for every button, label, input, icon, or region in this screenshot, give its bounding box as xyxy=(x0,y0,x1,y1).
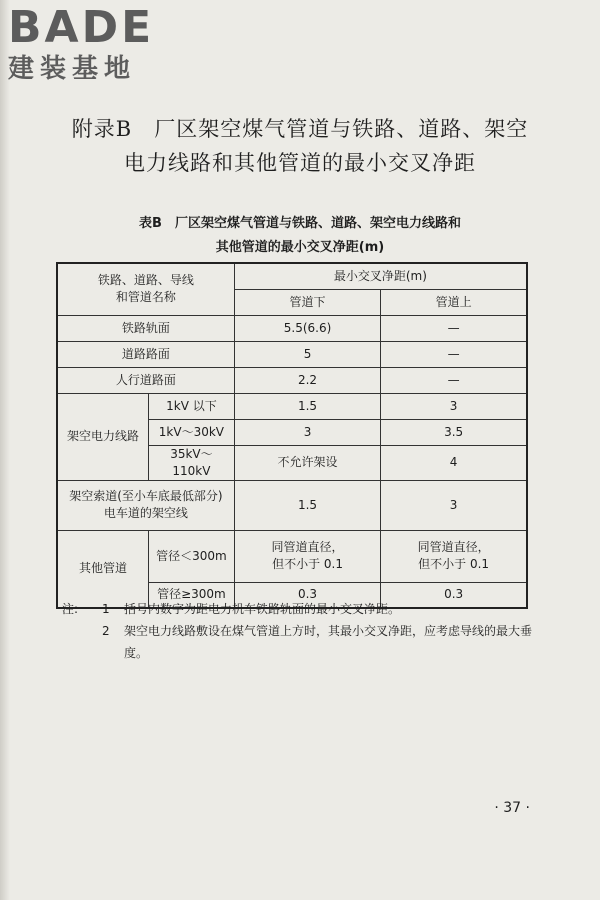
table-row xyxy=(57,480,527,530)
row-name-cell xyxy=(57,480,234,530)
note-item xyxy=(62,620,532,664)
above-value-cell xyxy=(381,530,527,582)
above-value-cell: 0.3 xyxy=(381,582,527,608)
header-above-cell: 管道上 xyxy=(381,289,527,315)
table-header-row xyxy=(57,263,527,289)
notes-prefix-spacer xyxy=(62,620,102,664)
header-name-cell xyxy=(57,263,234,315)
table-notes xyxy=(62,598,532,664)
cable-name-line2: 电车道的架空线 xyxy=(103,506,188,520)
above-value-cell: — xyxy=(381,367,527,393)
logo-subtitle: 建装基地 xyxy=(8,54,137,84)
note-text: 架空电力线路敷设在煤气管道上方时，其最小交叉净距，应考虑导线的最大垂度。 xyxy=(124,624,533,660)
header-below-cell: 管道下 xyxy=(234,289,380,315)
below-value-cell: 5 xyxy=(234,341,380,367)
below-value-cell: 0.3 xyxy=(234,582,380,608)
appendix-title-line2: 电力线路和其他管道的最小交叉净距 xyxy=(124,151,476,175)
page-number: · 37 · xyxy=(494,800,530,816)
row-subname-cell: 管径≥300m xyxy=(149,582,235,608)
table-row xyxy=(57,393,527,419)
below-value-cell: 3 xyxy=(234,419,380,445)
row-subname-cell: 1kV～30kV xyxy=(149,419,235,445)
below-value-cell: 5.5(6.6) xyxy=(234,315,380,341)
above-value-cell: — xyxy=(381,315,527,341)
above-value-line2: 但不小于 0.1 xyxy=(418,557,490,571)
header-name-line2: 和管道名称 xyxy=(115,290,176,305)
header-name-line1: 铁路、道路、导线 xyxy=(97,273,194,288)
below-value-cell: 不允许架设 xyxy=(234,445,380,480)
below-value-cell: 1.5 xyxy=(234,393,380,419)
row-name-cell: 铁路轨面 xyxy=(57,315,234,341)
below-value-cell xyxy=(234,530,380,582)
note-number: 1 xyxy=(102,602,110,616)
above-value-cell: — xyxy=(381,341,527,367)
note-number: 2 xyxy=(102,624,110,638)
below-value-line1: 同管道直径， xyxy=(271,540,344,554)
above-value-cell: 3 xyxy=(381,393,527,419)
row-group-name-cell: 其他管道 xyxy=(57,530,149,608)
below-value-line2: 但不小于 0.1 xyxy=(272,557,343,571)
above-value-line1: 同管道直径， xyxy=(417,540,490,554)
table-row xyxy=(57,315,527,341)
above-value-cell: 3.5 xyxy=(381,419,527,445)
row-name-cell: 人行道路面 xyxy=(57,367,234,393)
row-subname-cell: 管径＜300m xyxy=(149,530,235,582)
brand-logo xyxy=(8,4,154,84)
header-group-cell: 最小交叉净距(m) xyxy=(234,263,527,289)
table-caption xyxy=(0,212,600,260)
table-row xyxy=(57,341,527,367)
logo-wordmark: BADE xyxy=(8,2,155,53)
table-caption-line1: 表B 厂区架空煤气管道与铁路、道路、架空电力线路和 xyxy=(139,216,461,231)
above-value-cell: 4 xyxy=(381,445,527,480)
above-value-cell: 3 xyxy=(381,480,527,530)
table-row xyxy=(57,530,527,582)
row-subname-cell: 35kV～110kV xyxy=(149,445,235,480)
note-text: 括号内数字为距电力机车铁路轨面的最小交叉净距。 xyxy=(124,602,401,616)
cable-name-line1: 架空索道(至小车底最低部分) xyxy=(69,489,223,503)
row-group-name-cell: 架空电力线路 xyxy=(57,393,149,480)
appendix-title xyxy=(0,112,600,180)
appendix-title-line1: 附录B 厂区架空煤气管道与铁路、道路、架空 xyxy=(71,117,529,141)
below-value-cell: 1.5 xyxy=(234,480,380,530)
notes-prefix: 注: xyxy=(62,602,79,616)
note-item xyxy=(62,598,532,620)
row-name-cell: 道路路面 xyxy=(57,341,234,367)
clearance-table xyxy=(56,262,528,609)
below-value-cell: 2.2 xyxy=(234,367,380,393)
table-caption-line2: 其他管道的最小交叉净距(m) xyxy=(215,240,385,255)
row-subname-cell: 1kV 以下 xyxy=(149,393,235,419)
table-row xyxy=(57,367,527,393)
